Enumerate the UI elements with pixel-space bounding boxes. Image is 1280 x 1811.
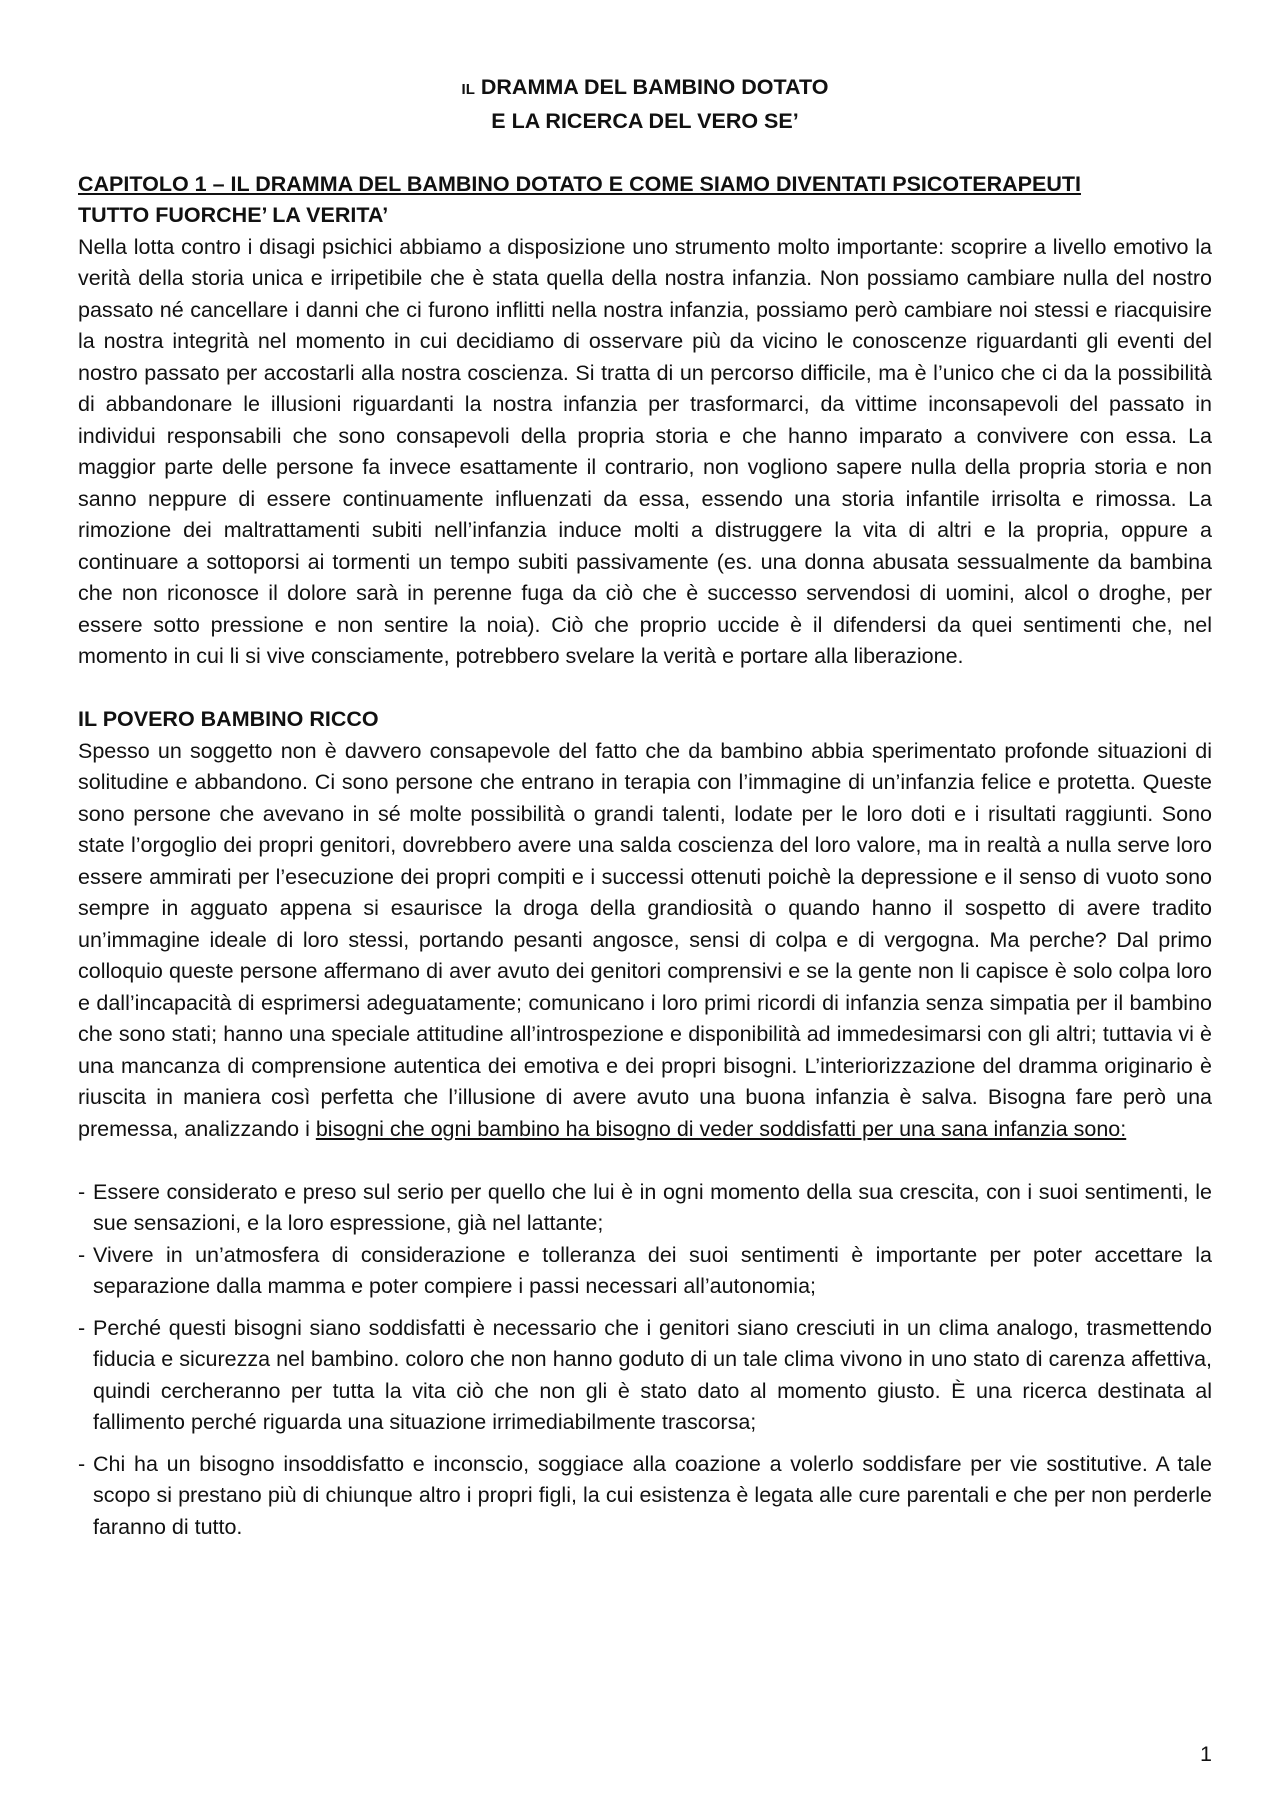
page-number: 1 (1200, 1742, 1212, 1766)
title-line2: E LA RICERCA DEL VERO SE’ (491, 108, 799, 133)
paragraph-bambino-ricco (78, 736, 1212, 1146)
list-dash-marker: - (78, 1242, 86, 1267)
list-dash-marker: - (78, 1315, 86, 1340)
needs-list (78, 1177, 1212, 1544)
document-title (78, 72, 1212, 137)
chapter-heading: CAPITOLO 1 – IL DRAMMA DEL BAMBINO DOTATO E COME SIAMO DIVENTATI PSICOTERAPEUTI (78, 171, 1081, 196)
list-item (78, 1313, 1212, 1439)
list-item-text: Vivere in un’atmosfera di considerazione e tolleranza dei suoi sentimenti è importante per poter accettare la separazione dalla mamma e poter compiere i passi necessari all’autonomia; (93, 1242, 1212, 1298)
list-item (78, 1449, 1212, 1544)
title-line1: DRAMMA DEL BAMBINO DOTATO (480, 75, 829, 99)
section-heading-bambino-ricco: IL POVERO BAMBINO RICCO (78, 707, 379, 731)
list-dash-marker: - (78, 1451, 86, 1476)
list-item-text: Chi ha un bisogno insoddisfatto e inconscio, soggiace alla coazione a volerlo soddisfare per vie sostitutive. A tale scopo si prestano più di chiunque altro i propri figli, la cui esistenza è legata alle cure parentali e che per non perderle faranno di tutto. (93, 1451, 1212, 1539)
list-item-text: Essere considerato e preso sul serio per quello che lui è in ogni momento della sua crescita, con i suoi sentimenti, le sue sensazioni, e la loro espressione, già nel lattante; (93, 1179, 1212, 1235)
section-heading-verita: TUTTO FUORCHE’ LA VERITA’ (78, 203, 389, 227)
list-dash-marker: - (78, 1179, 86, 1204)
title-prefix: IL (461, 81, 475, 98)
list-item (78, 1177, 1212, 1240)
list-item (78, 1240, 1212, 1303)
list-item-text: Perché questi bisogni siano soddisfatti è necessario che i genitori siano cresciuti in un clima analogo, trasmettendo fiducia e sicurezza nel bambino. coloro che non hanno goduto di un tale clima vivono in uno stato di carenza affettiva, quindi cercheranno per tutta la vita ciò che non gli è stato dato al momento giusto. È una ricerca destinata al fallimento perché riguarda una situazione irrimediabilmente trascorsa; (93, 1315, 1212, 1434)
paragraph-bambino-ricco-text: Spesso un soggetto non è davvero consapevole del fatto che da bambino abbia sperimentato profonde situazioni di solitudine e abbandono. Ci sono persone che entrano in terapia con l’immagine di un’infanzia felice e protetta. Queste sono persone che avevano in sé molte possibilità o grandi talenti, lodate per le loro doti e i risultati raggiunti. Sono state l’orgoglio dei propri genitori, dovrebbero avere una salda coscienza del loro valore, ma in realtà a nulla serve loro essere ammirati per l’esecuzione dei propri compiti e i successi ottenuti poichè la depressione e il senso di vuoto sono sempre in agguato appena si esaurisce la droga della grandiosità o quando hanno il sospetto di avere tradito un’immagine ideale di loro stessi, portando pesanti angosce, sensi di colpa e di vergogna. Ma perche? Dal primo colloquio queste persone affermano di aver avuto dei genitori comprensivi e se la gente non li capisce è solo colpa loro e dall’incapacità di esprimersi adeguatamente; comunicano i loro primi ricordi di infanzia senza simpatia per il bambino che sono stati; hanno una speciale attitudine all’introspezione e disponibilità ad immedesimarsi con gli altri; tuttavia vi è una mancanza di comprensione autentica dei emotiva e dei propri bisogni. L’interiorizzazione del dramma originario è riuscita in maniera così perfetta che l’illusione di avere avuto una buona infanzia è salva. Bisogna fare però una premessa, analizzando i (78, 738, 1212, 1141)
document-page (78, 72, 1212, 1543)
underlined-needs-phrase: bisogni che ogni bambino ha bisogno di veder soddisfatti per una sana infanzia sono: (315, 1116, 1127, 1141)
paragraph-verita: Nella lotta contro i disagi psichici abbiamo a disposizione uno strumento molto importante: scoprire a livello emotivo la verità della storia unica e irripetibile che è stata quella della nostra infanzia. Non possiamo cambiare nulla del nostro passato né cancellare i danni che ci furono inflitti nella nostra infanzia, possiamo però cambiare noi stessi e riacquisire la nostra integrità nel momento in cui decidiamo di osservare più da vicino le conoscenze riguardanti gli eventi del nostro passato per accostarli alla nostra coscienza. Si tratta di un percorso difficile, ma è l’unico che ci da la possibilità di abbandonare le illusioni riguardanti la nostra infanzia per trasformarci, da vittime inconsapevoli del passato in individui responsabili che sono consapevoli della propria storia e che hanno imparato a convivere con essa. La maggior parte delle persone fa invece esattamente il contrario, non vogliono sapere nulla della propria storia e non sanno neppure di essere continuamente influenzati da essa, essendo una storia infantile irrisolta e rimossa. La rimozione dei maltrattamenti subiti nell’infanzia induce molti a distruggere la vita di altri e la propria, oppure a continuare a sottoporsi ai tormenti un tempo subiti passivamente (es. una donna abusata sessualmente da bambina che non riconosce il dolore sarà in perenne fuga da ciò che è successo servendosi di uomini, alcol o droghe, per essere sotto pressione e non sentire la noia). Ciò che proprio uccide è il difendersi da quei sentimenti che, nel momento in cui li si vive consciamente, potrebbero svelare la verità e portare alla liberazione. (78, 234, 1212, 668)
